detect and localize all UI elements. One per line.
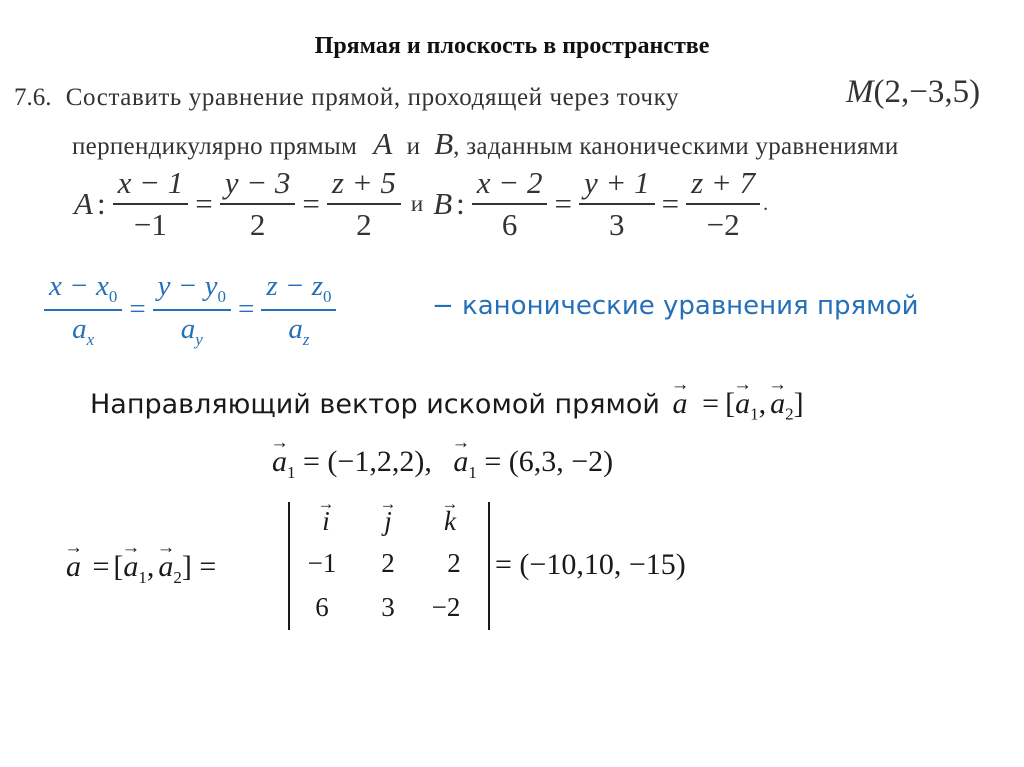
- point-coords: (2,−3,5): [873, 74, 981, 110]
- vectors-line: → $a_1 = (-1,2,2)$, → $a_1 = (6,3$, −2): [272, 445, 613, 483]
- vector-a2-def: → a: [453, 445, 468, 479]
- eq-period: .: [763, 192, 769, 215]
- problem-line-2: [72, 126, 899, 162]
- problem-text-1: Составить уравнение прямой, проходящей через точку: [65, 84, 680, 111]
- cross-result: = (−10,10, −15): [495, 548, 686, 581]
- canonical-term-z: $\frac{z - z_0}{a_z}$: [261, 270, 336, 350]
- eq-b-term-1: $\frac{x - 2}{6}$: [472, 165, 548, 243]
- eq-a-term-3: $\frac{z + 5}{2}$: [327, 165, 401, 243]
- vector-a1-value: = (−1,2,2),: [303, 445, 432, 478]
- vector-a1-def: → a: [272, 445, 287, 479]
- det-r3c2: 3: [381, 592, 395, 622]
- det-r2c1: −1: [307, 548, 337, 578]
- det-i: → i: [296, 506, 356, 537]
- eq-b-term-3: $\frac{z + 7}{-2}$: [686, 165, 760, 243]
- det-r2c2: 2: [381, 548, 395, 578]
- eq-a-term-2: $\frac{y - 3}{2}$: [220, 165, 296, 243]
- line-a-name: A: [373, 126, 393, 161]
- canonical-equations: $\frac{x - x_0}{a_x}$ = $\frac{y - y_0}{a_y}$ = $\frac{z - z_0}{a_z}$: [44, 270, 336, 350]
- eq-conj: и: [410, 191, 424, 216]
- det-r2c3: 2: [447, 548, 461, 578]
- det-j: → j: [358, 506, 418, 537]
- direction-vector-line: Направляющий вектор искомой прямой → a = [→ $a_1,\to a_2$]: [90, 387, 804, 424]
- det-r3c3: −2: [431, 592, 461, 622]
- vector-a2-value: = (6,3, −2): [484, 445, 614, 478]
- eq-a-name: A: [74, 186, 93, 221]
- det-r3c1: 6: [315, 592, 329, 622]
- vector-a: → a: [673, 387, 688, 421]
- det-k: → k: [420, 506, 480, 537]
- point-m: [846, 74, 980, 111]
- problem-text-2-tail: , заданным каноническими уравнениями: [453, 133, 899, 160]
- vector-a2: → a: [770, 387, 785, 421]
- point-name: M: [846, 74, 874, 110]
- canonical-term-y: $\frac{y - y_0}{a_y}$: [153, 270, 231, 350]
- problem-number: 7.6.: [14, 84, 52, 111]
- eq-a-term-1: $\frac{x - 1}{-1}$: [113, 165, 189, 243]
- problem-text-2: перпендикулярно прямым: [72, 133, 358, 160]
- canonical-term-x: $\frac{x - x_0}{a_x}$: [44, 270, 122, 350]
- line-b-name: B: [434, 126, 454, 161]
- conj-and: и: [406, 133, 420, 160]
- equations-a-b: A : $\frac{x - 1}{-1}$ = $\frac{y - 3}{2}$ = $\frac{z + 5}{2}$ и B : $\frac{x - 2}{6}$ = $\frac{y + 1}{3}$ = $\frac{z + 7}{-2}$ .: [74, 165, 769, 242]
- vector-a1: → a: [735, 387, 750, 421]
- eq-b-name: B: [433, 186, 453, 221]
- direction-text: Направляющий вектор искомой прямой: [90, 389, 660, 420]
- slide-title: Прямая и плоскость в пространстве: [314, 33, 710, 59]
- determinant: [288, 502, 490, 630]
- cross-lhs: → a = [→ $a_1,\to a_2$] =: [66, 550, 216, 588]
- eq-b-term-2: $\frac{y + 1}{3}$: [579, 165, 655, 243]
- canonical-label: − канонические уравнения прямой: [432, 291, 919, 321]
- problem-line-1: [14, 84, 679, 112]
